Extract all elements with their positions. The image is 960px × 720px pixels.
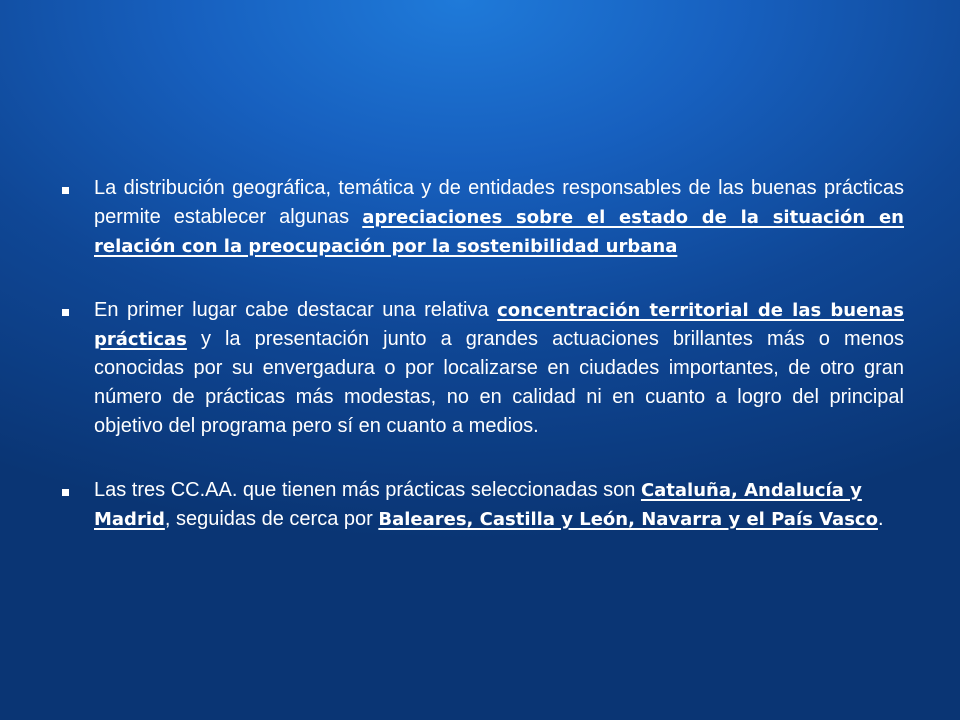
text-run: . [877,508,884,530]
square-bullet-icon [58,296,94,325]
text-run: En primer lugar cabe destacar una relativa [94,299,498,321]
bullet-item [58,476,904,534]
bullet-text [94,296,904,441]
text-run: , seguidas de cerca por [164,508,379,530]
bullet-text [94,476,904,534]
text-run: La distribución geográfica, temática y de entidades responsables de las buenas prácticas permite establecer algunas [94,177,904,228]
highlighted-text: apreciaciones sobre el estado de la situación en relación con la preocupación por la sostenibilidad urbana [94,207,904,257]
bullet-item [58,296,904,441]
highlighted-text: concentración territorial de las buenas prácticas [94,300,904,350]
bullet-item [58,174,904,261]
highlighted-text: Cataluña, Andalucía y Madrid [94,480,862,530]
square-bullet-icon [58,174,94,203]
highlighted-text: Baleares, Castilla y León, Navarra y el País Vasco [378,509,878,530]
text-run: Las tres CC.AA. que tienen más prácticas seleccionadas son [94,479,641,501]
text-run: y la presentación junto a grandes actuaciones brillantes más o menos conocidas por su envergadura o por localizarse en ciudades importantes, de otro gran número de prácticas más modestas, no en calidad ni en cuanto a logro del principal objetivo del programa pero sí en cuanto a medios. [94,328,904,437]
bullet-list [58,174,904,534]
square-bullet-icon [58,476,94,505]
bullet-text [94,174,904,261]
